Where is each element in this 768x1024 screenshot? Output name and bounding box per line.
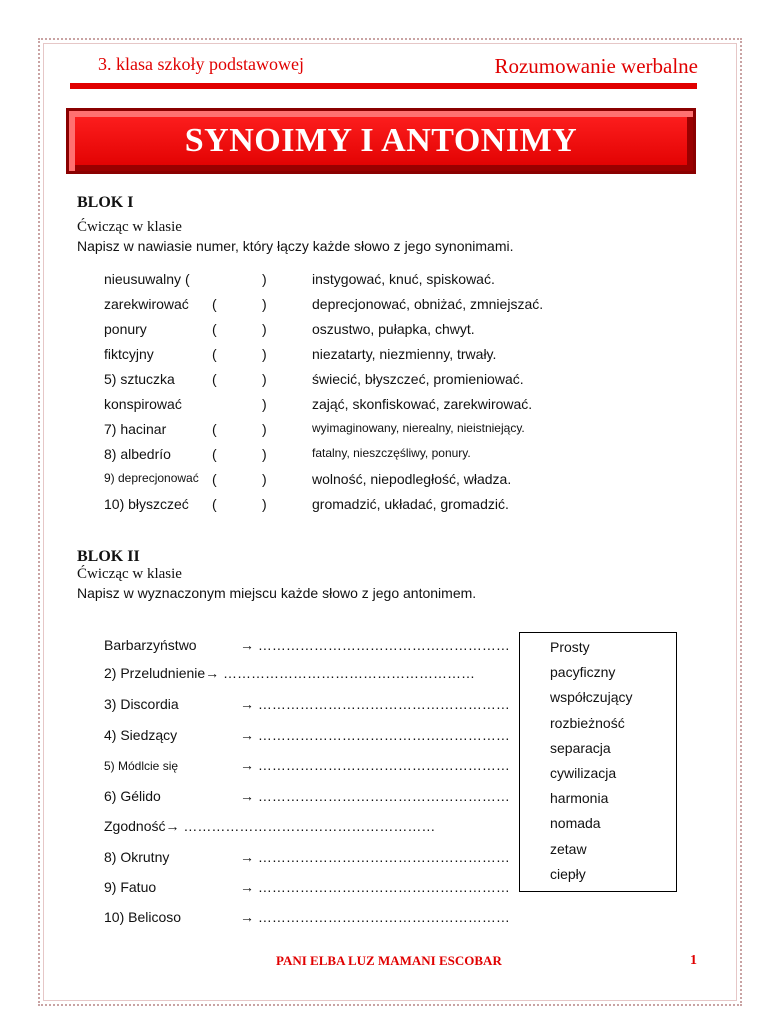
antonym-options-box — [519, 632, 677, 892]
row-word: ponury — [104, 321, 147, 337]
header-subject: Rozumowanie werbalne — [494, 54, 698, 78]
close-paren: ) — [262, 446, 267, 462]
blok1-title: BLOK I — [77, 194, 134, 211]
row-word: zarekwirować — [104, 296, 189, 312]
answer-blank: → ……………………………………………… — [240, 879, 510, 895]
answer-blank: → ……………………………………………… — [240, 696, 510, 712]
header-grade: 3. klasa szkoły podstawowej — [98, 54, 304, 74]
row-synonyms: deprecjonować, obniżać, zmniejszać. — [312, 296, 544, 312]
row-synonyms: wyimaginowany, nierealny, nieistniejący. — [312, 421, 525, 435]
row-synonyms: instygować, knuć, spiskować. — [312, 271, 495, 287]
blok2-subtitle: Ćwicząc w klasie — [77, 566, 182, 582]
blok1-instruction: Napisz w nawiasie numer, który łączy każde słowo z jego synonimami. — [77, 238, 514, 254]
answer-blank: → ……………………………………………… — [240, 757, 510, 773]
row-synonyms: świecić, błyszczeć, promieniować. — [312, 371, 524, 387]
page-title: SYNOIMY I ANTONIMY — [184, 122, 578, 159]
row-word: 6) Gélido — [104, 788, 161, 804]
antonym-row — [104, 818, 524, 842]
antonym-row — [104, 909, 524, 933]
row-word: 10) błyszczeć — [104, 496, 189, 512]
answer-blank: → ……………………………………………… — [240, 637, 510, 653]
row-synonyms: wolność, niepodległość, władza. — [312, 471, 512, 487]
antonym-row — [104, 637, 524, 661]
option-item: Prosty — [550, 639, 590, 655]
header-rule — [70, 83, 697, 89]
open-paren: ( — [212, 321, 217, 337]
row-word: nieusuwalny ( — [104, 271, 190, 287]
row-word: 4) Siedzący — [104, 727, 178, 743]
synonym-row — [0, 271, 768, 293]
footer-author: PANI ELBA LUZ MAMANI ESCOBAR — [276, 953, 502, 968]
open-paren: ( — [212, 296, 217, 312]
option-item: rozbieżność — [550, 714, 625, 731]
open-paren: ( — [212, 421, 217, 437]
answer-blank: → ……………………………………………… — [240, 849, 510, 865]
synonym-row — [0, 346, 768, 368]
open-paren: ( — [212, 446, 217, 462]
row-synonyms: gromadzić, układać, gromadzić. — [312, 496, 509, 512]
answer-blank: → ……………………………………………… — [240, 909, 510, 925]
page-number: 1 — [690, 953, 697, 968]
synonym-row — [0, 371, 768, 393]
close-paren: ) — [262, 396, 267, 412]
close-paren: ) — [262, 296, 267, 312]
row-word: 2) Przeludnienie→ ……………………………………………… — [104, 665, 476, 681]
option-item: ciepły — [550, 865, 586, 882]
row-synonyms: zająć, skonfiskować, zarekwirować. — [312, 396, 533, 412]
row-word: konspirować — [104, 396, 182, 412]
row-word: 10) Belicoso — [104, 909, 182, 925]
antonym-row — [104, 879, 524, 903]
row-synonyms: niezatarty, niezmienny, trwały. — [312, 346, 497, 362]
row-word: Zgodność→ ……………………………………………… — [104, 818, 436, 834]
close-paren: ) — [262, 421, 267, 437]
antonym-row — [104, 788, 524, 812]
row-word: 9) Fatuo — [104, 879, 157, 895]
blok2-title: BLOK II — [77, 548, 140, 565]
open-paren: ( — [212, 346, 217, 362]
antonym-row — [104, 849, 524, 873]
option-item: harmonia — [550, 790, 609, 807]
synonym-row — [0, 421, 768, 443]
row-word: 5) sztuczka — [104, 371, 175, 387]
synonym-row — [0, 446, 768, 468]
row-word: 3) Discordia — [104, 696, 179, 712]
row-word: 8) albedrío — [104, 446, 171, 462]
synonym-row — [0, 296, 768, 318]
antonym-row — [104, 665, 524, 689]
option-item: separacja — [550, 739, 611, 756]
row-word: 9) deprecjonować — [104, 471, 199, 485]
close-paren: ) — [262, 496, 267, 512]
blok1-subtitle: Ćwicząc w klasie — [77, 219, 182, 235]
antonym-row — [104, 727, 524, 751]
row-synonyms: oszustwo, pułapka, chwyt. — [312, 321, 475, 337]
open-paren: ( — [212, 471, 217, 487]
option-item: zetaw — [550, 840, 587, 857]
synonym-row — [0, 496, 768, 518]
option-item: współczujący — [550, 689, 633, 706]
antonym-row — [104, 696, 524, 720]
option-item: cywilizacja — [550, 765, 617, 781]
synonym-row — [0, 396, 768, 418]
synonym-row — [0, 321, 768, 343]
close-paren: ) — [262, 271, 267, 287]
row-word: Barbarzyństwo — [104, 637, 197, 653]
close-paren: ) — [262, 321, 267, 337]
close-paren: ) — [262, 346, 267, 362]
close-paren: ) — [262, 371, 267, 387]
antonym-row — [104, 757, 524, 781]
row-word: fiktcyjny — [104, 346, 154, 362]
title-banner — [66, 108, 696, 174]
answer-blank: → ……………………………………………… — [240, 788, 510, 804]
row-word: 7) hacinar — [104, 421, 167, 437]
row-word: 8) Okrutny — [104, 849, 170, 865]
close-paren: ) — [262, 471, 267, 487]
row-word: 5) Módlcie się — [104, 759, 179, 773]
answer-blank: → ……………………………………………… — [240, 727, 510, 743]
open-paren: ( — [212, 371, 217, 387]
open-paren: ( — [212, 496, 217, 512]
row-synonyms: fatalny, nieszczęśliwy, ponury. — [312, 446, 471, 460]
option-item: nomada — [550, 815, 601, 832]
blok2-instruction: Napisz w wyznaczonym miejscu każde słowo z jego antonimem. — [77, 585, 477, 601]
synonym-row — [0, 471, 768, 493]
option-item: pacyficzny — [550, 664, 616, 681]
